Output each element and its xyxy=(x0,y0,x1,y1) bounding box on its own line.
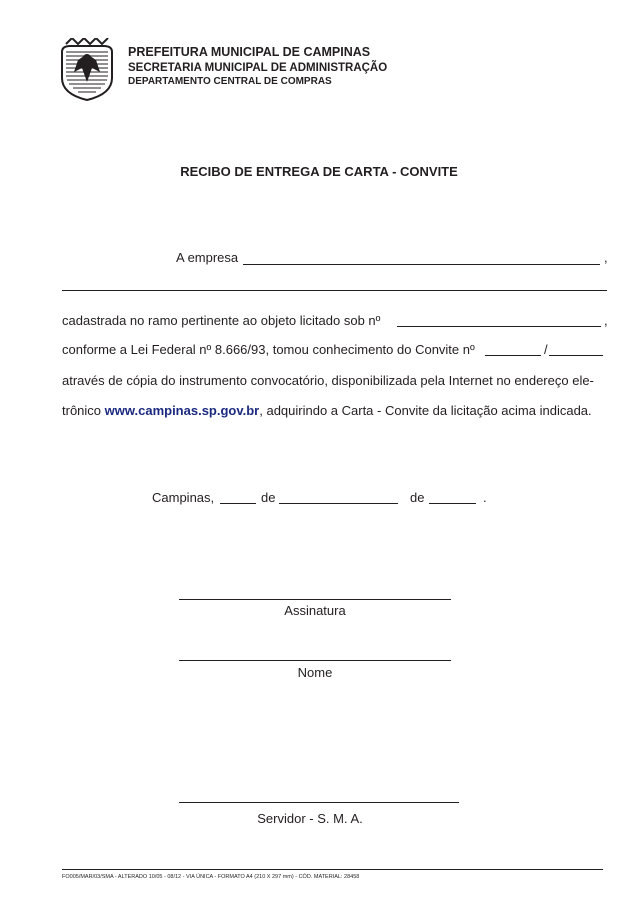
header-secretariat: SECRETARIA MUNICIPAL DE ADMINISTRAÇÃO xyxy=(128,62,388,74)
header-department: DEPARTAMENTO CENTRAL DE COMPRAS xyxy=(128,76,332,87)
tronico-prefix: trônico xyxy=(62,403,105,418)
name-label: Nome xyxy=(297,665,333,680)
convite-number-field-line[interactable] xyxy=(485,355,541,356)
cadastrada-comma: , xyxy=(604,313,608,328)
footer-form-code: FO005/MAR/03/SMA - ALTERADO 10/05 - 08/12 - VIA ÚNICA - FORMATO A4 (210 X 297 mm) - CÓD. MATERIAL: 28458 xyxy=(62,874,360,880)
signature-label: Assinatura xyxy=(284,603,346,618)
date-period: . xyxy=(483,490,487,505)
empresa-comma: , xyxy=(604,250,608,265)
atraves-text: através de cópia do instrumento convocatório, disponibilizada pela Internet no endereço ele- xyxy=(62,373,594,388)
ramo-number-field-line[interactable] xyxy=(397,326,601,327)
city-label: Campinas, xyxy=(152,490,215,505)
empresa-field-line[interactable] xyxy=(243,264,600,265)
footer-rule xyxy=(62,869,603,870)
year-field-line[interactable] xyxy=(429,503,476,504)
conforme-text: conforme a Lei Federal nº 8.666/93, tomou conhecimento do Convite nº xyxy=(62,342,475,357)
signature-line[interactable] xyxy=(179,599,451,600)
tronico-suffix: , adquirindo a Carta - Convite da licitação acima indicada. xyxy=(259,403,592,418)
document-title: RECIBO DE ENTREGA DE CARTA - CONVITE xyxy=(180,164,458,179)
name-line[interactable] xyxy=(179,660,451,661)
cadastrada-text: cadastrada no ramo pertinente ao objeto licitado sob nº xyxy=(62,313,381,328)
city-crest-logo xyxy=(56,38,118,102)
date-de-2: de xyxy=(410,490,425,505)
header-city-name: PREFEITURA MUNICIPAL DE CAMPINAS xyxy=(128,45,371,59)
convite-slash: / xyxy=(544,342,548,357)
tronico-paragraph xyxy=(62,403,592,418)
empresa-field-line-2[interactable] xyxy=(62,290,607,291)
date-de-1: de xyxy=(261,490,276,505)
servidor-label: Servidor - S. M. A. xyxy=(257,811,363,826)
servidor-line[interactable] xyxy=(179,802,459,803)
convite-year-field-line[interactable] xyxy=(549,355,603,356)
website-link[interactable]: www.campinas.sp.gov.br xyxy=(104,403,260,418)
day-field-line[interactable] xyxy=(220,503,256,504)
empresa-label: A empresa xyxy=(176,250,239,265)
month-field-line[interactable] xyxy=(279,503,398,504)
